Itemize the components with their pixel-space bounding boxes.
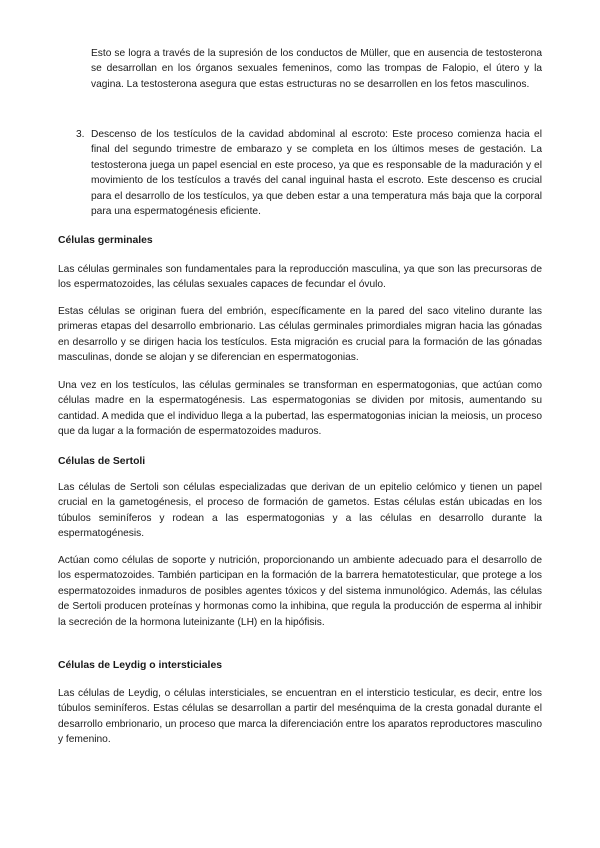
paragraph: Las células de Leydig, o células intersticiales, se encuentran en el intersticio testicular, es decir, entre los túbulos seminíferos. Estas células se desarrollan a partir del mesénquima de la cresta gonadal durante el desarrollo embrionario, un proceso que marca la diferenciación entre los aparatos reproductores masculino y femenino. (58, 688, 542, 746)
list-item-text: Descenso de los testículos de la cavidad abdominal al escroto: Este proceso comienza hacia el final del segundo trimestre de embarazo y se completa en los últimos meses de gestación. La testosterona juega un papel esencial en este proceso, ya que es responsable de la maduración y el movimiento de los testículos a través del canal inguinal hasta el escroto. Este descenso es crucial para el desarrollo de los testículos, ya que deben estar a una temperatura más baja que la corporal para una espermatogénesis eficiente. (91, 129, 542, 218)
paragraph: Actúan como células de soporte y nutrición, proporcionando un ambiente adecuado para el desarrollo de los espermatozoides. También participan en la formación de la barrera hematotesticular, que protege a los espermatozoides inmaduros de posibles agentes tóxicos y del sistema inmunológico. Además, las células de Sertoli producen proteínas y hormonas como la inhibina, que regula la producción de esperma al inhibir la secreción de la hormona luteinizante (LH) en la hipófisis. (58, 555, 542, 628)
continuation-paragraph: Esto se logra a través de la supresión de los conductos de Müller, que en ausencia de testosterona se desarrollan en los órganos sexuales femeninos, como las trompas de Falopio, el útero y la vagina. La testosterona asegura que estas estructuras no se desarrollen en los fetos masculinos. (91, 48, 542, 90)
section-heading-germinales: Células germinales (58, 235, 153, 246)
paragraph: Las células de Sertoli son células especializadas que derivan de un epitelio celómico y tienen un papel crucial en la gametogénesis, el proceso de formación de gametos. Estas células están ubicadas en los túbulos seminíferos y rodean a las espermatogonias y a las células en desarrollo durante la espermatogénesis. (58, 482, 542, 540)
paragraph: Una vez en los testículos, las células germinales se transforman en espermatogonias, que actúan como células madre en la espermatogénesis. Las espermatogonias se dividen por mitosis, aumentando su cantidad. A medida que el individuo llega a la pubertad, las espermatogonias inician la meiosis, un proceso que da lugar a la formación de espermatozoides maduros. (58, 380, 542, 438)
section-heading-sertoli: Células de Sertoli (58, 456, 146, 467)
paragraph: Las células germinales son fundamentales para la reproducción masculina, ya que son las precursoras de los espermatozoides, las células sexuales capaces de fecundar el óvulo. (58, 264, 542, 291)
paragraph: Estas células se originan fuera del embrión, específicamente en la pared del saco vitelino durante las primeras etapas del desarrollo embrionario. Las células germinales primordiales migran hacia las gónadas en desarrollo y se dirigen hacia los testículos. Esta migración es crucial para la formación de las gónadas masculinas, donde se alojan y se diferencian en espermatogonias. (58, 306, 542, 364)
list-item-number: 3. (76, 129, 85, 140)
section-heading-leydig: Células de Leydig o intersticiales (58, 660, 222, 671)
